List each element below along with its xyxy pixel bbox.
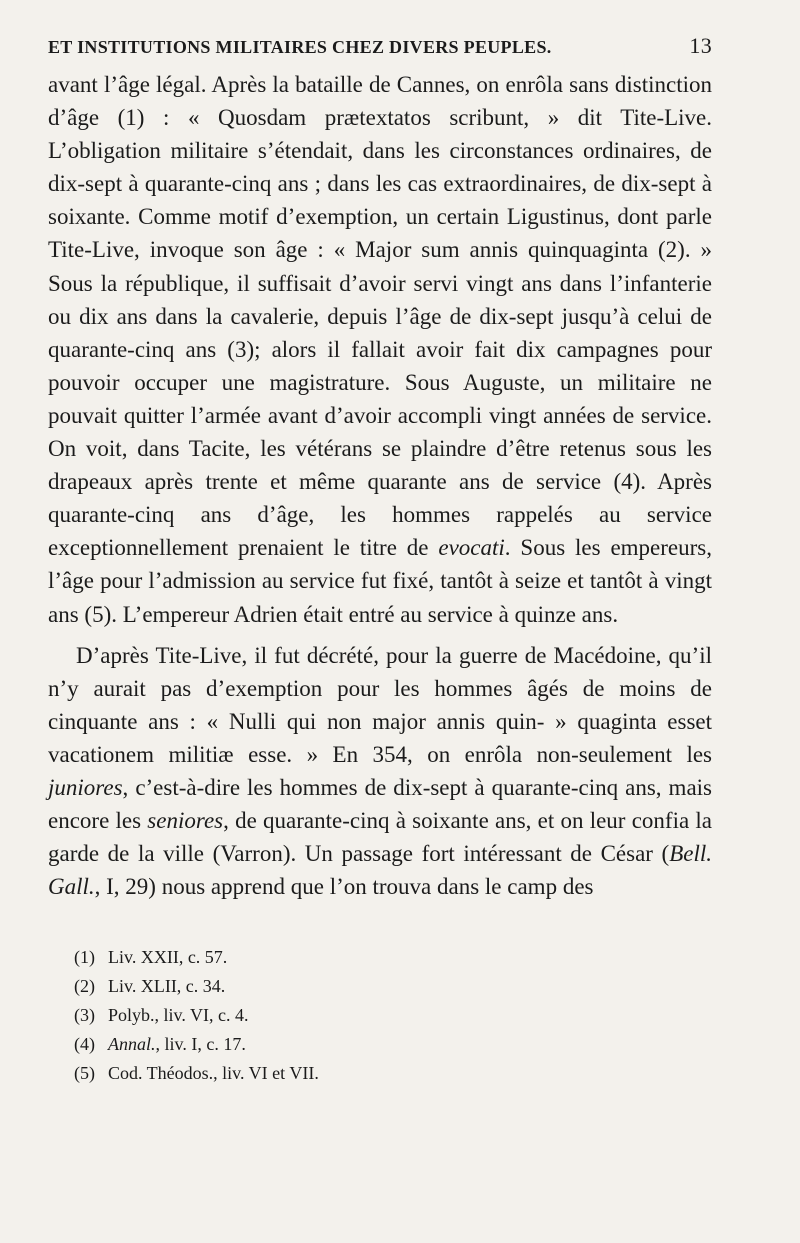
page-number: 13 (689, 33, 712, 58)
footnote (74, 972, 712, 1001)
text-run: Liv. XLII, c. 34. (108, 976, 226, 997)
footnote-text (108, 943, 227, 972)
footnote (74, 1001, 712, 1030)
footnote-number: (1) (74, 947, 95, 968)
italic-text-run: seniores (147, 808, 224, 834)
footnotes (48, 943, 712, 1088)
text-run: Cod. Théodos., liv. VI et VII. (108, 1063, 319, 1084)
footnote-number: (3) (74, 1005, 95, 1026)
text-run: , de quarante-cinq à soixante ans, et on leur confia la garde de la ville (Varron). Un passage fort intéressant de César ( (48, 808, 712, 867)
text-run: D’après Tite-Live, il fut décrété, pour la guerre de Macédoine, qu’il n’y aurait pas d’exemption pour les hommes âgés de moins de cinquante ans : « Nulli qui non major annis quin- » quaginta esset vacationem militiæ esse. » En 354, on enrôla non-seulement les (48, 642, 712, 767)
running-head-title: ET INSTITUTIONS MILITAIRES CHEZ DIVERS PEUPLES. (48, 37, 552, 57)
footnote (74, 943, 712, 972)
italic-text-run: juniores (48, 774, 123, 800)
running-head (48, 28, 712, 64)
footnote-text (108, 1059, 319, 1088)
footnote (74, 1059, 712, 1088)
body-text (48, 68, 712, 903)
text-run: Polyb., liv. VI, c. 4. (108, 1005, 249, 1026)
text-run: , I, 29) nous apprend que l’on trouva dans le camp des (94, 874, 594, 900)
footnote-text (108, 1001, 249, 1030)
paragraph (48, 639, 712, 904)
footnote-text (108, 1030, 246, 1059)
text-run: Liv. XXII, c. 57. (108, 947, 228, 968)
footnote-text (108, 972, 225, 1001)
text-run: . Sous les empereurs, l’âge pour l’admission au service fut fixé, tantôt à seize et tantôt à vingt ans (5). L’empereur Adrien était entré au service à quinze ans. (48, 535, 712, 627)
paragraph (48, 68, 712, 631)
footnote (74, 1030, 712, 1059)
text-run: avant l’âge légal. Après la bataille de Cannes, on enrôla sans distinction d’âge (1) : « Quosdam prætextatos scribunt, » dit Tite-Live. L’obligation militaire s’étendait, dans les circonstances ordinaires, de dix-sept à quarante-cinq ans ; dans les cas extraordinaires, de dix-sept à soixante. Comme motif d’exemption, un certain Ligustinus, dont parle Tite-Live, invoque son âge : « Major sum annis quinquaginta (2). » Sous la république, il suffisait d’avoir servi vingt ans dans l’infanterie ou dix ans dans la cavalerie, depuis l’âge de dix-sept jusqu’à celui de quarante-cinq ans (3); alors il fallait avoir fait dix campagnes pour pouvoir occuper une magistrature. Sous Auguste, un militaire ne pouvait quitter l’armée avant d’avoir accompli vingt années de service. On voit, dans Tacite, les vétérans se plaindre d’être retenus sous les drapeaux après trente et même quarante ans de service (4). Après quarante-cinq ans d’âge, les hommes rappelés au service exceptionnellement prenaient le titre de (48, 72, 712, 561)
footnote-number: (2) (74, 976, 95, 997)
footnote-number: (5) (74, 1063, 95, 1084)
text-run: , liv. I, c. 17. (155, 1034, 246, 1055)
footnote-number: (4) (74, 1034, 95, 1055)
italic-text-run: Annal. (108, 1034, 156, 1055)
italic-text-run: evocati (438, 535, 505, 561)
italic-text-run: Bell. Gall. (48, 841, 712, 900)
text-run: , c’est-à-dire les hommes de dix-sept à quarante-cinq ans, mais encore les (48, 774, 712, 834)
